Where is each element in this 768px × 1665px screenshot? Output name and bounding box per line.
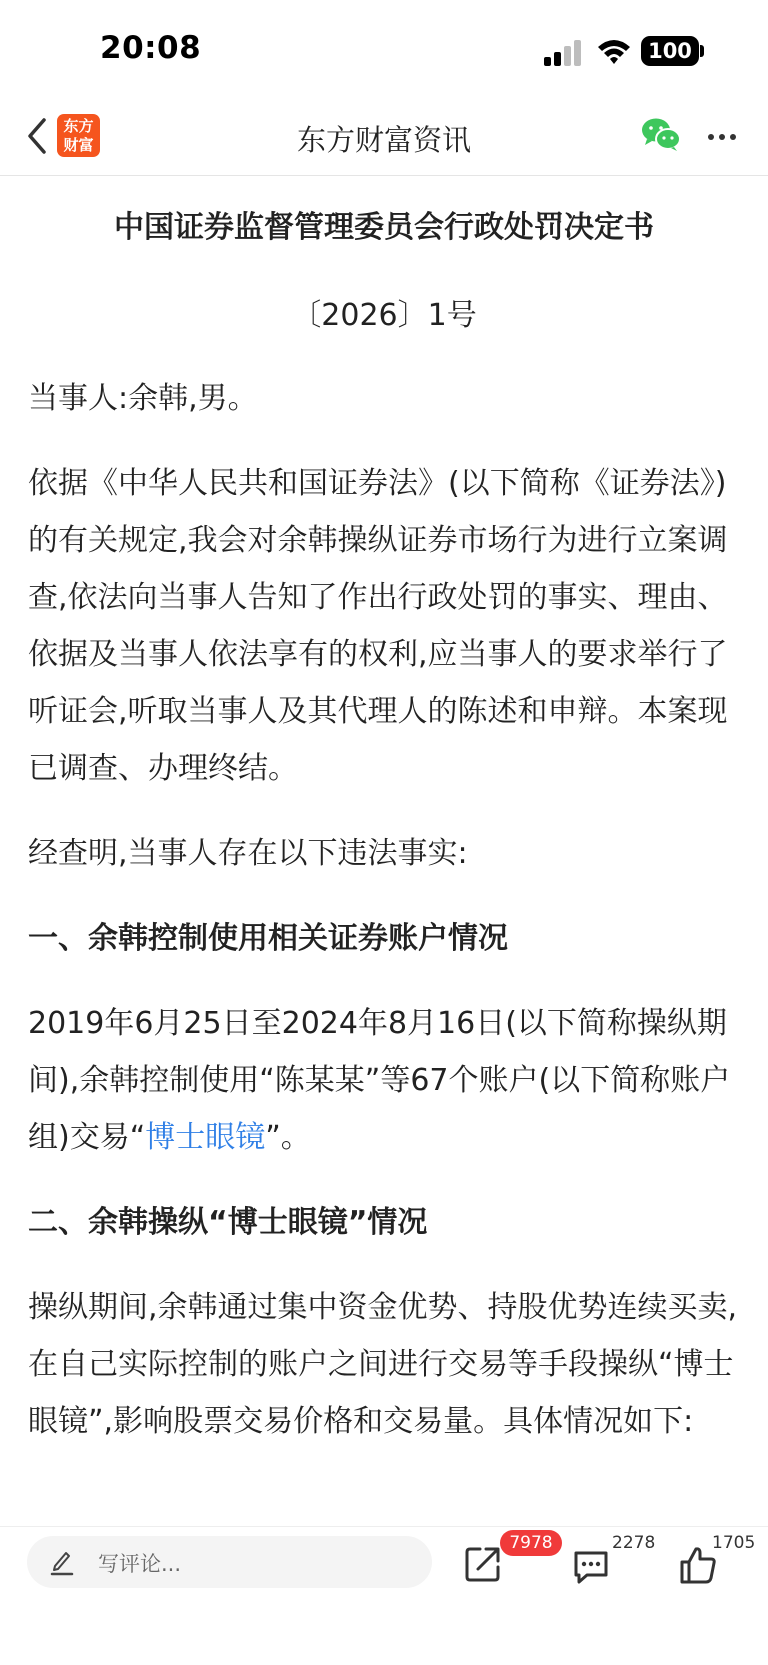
comment-icon[interactable] bbox=[571, 1547, 611, 1587]
article-body bbox=[0, 176, 768, 1526]
article-title: 中国证券监督管理委员会行政处罚决定书 bbox=[114, 210, 654, 245]
section-2-heading: 二、余韩操纵“博士眼镜”情况 bbox=[28, 1205, 428, 1240]
logo-line-1: 东方 bbox=[63, 117, 94, 135]
like-count: 1705 bbox=[712, 1533, 756, 1553]
section-1-text-end: ”。 bbox=[265, 1120, 311, 1155]
comment-input[interactable] bbox=[27, 1536, 432, 1588]
section-1-heading: 一、余韩控制使用相关证券账户情况 bbox=[28, 921, 508, 956]
more-icon[interactable] bbox=[707, 122, 737, 152]
status-time: 20:08 bbox=[100, 30, 202, 66]
status-bar bbox=[0, 0, 768, 100]
pen-icon bbox=[49, 1548, 75, 1576]
nav-bar bbox=[0, 100, 768, 176]
comment-placeholder: 写评论... bbox=[98, 1552, 182, 1576]
section-1-text: 2019年6月25日至2024年8月16日(以下简称操纵期间),余韩控制使用“陈某某”等67个账户(以下简称账户组)交易“ bbox=[28, 1006, 731, 1155]
wifi-icon bbox=[596, 36, 632, 66]
share-count-badge: 7978 bbox=[500, 1530, 562, 1556]
bottom-action-bar bbox=[0, 1526, 768, 1665]
comment-count: 2278 bbox=[612, 1533, 656, 1553]
document-number: 〔2026〕1号 bbox=[291, 298, 477, 333]
page-title: 东方财富资讯 bbox=[296, 123, 471, 157]
battery-icon: 100 bbox=[641, 36, 699, 66]
stock-link[interactable]: 博士眼镜 bbox=[145, 1120, 266, 1155]
intro-paragraph: 依据《中华人民共和国证券法》(以下简称《证券法》)的有关规定,我会对余韩操纵证券市场行为进行立案调查,依法向当事人告知了作出行政处罚的事实、理由、依据及当事人依法享有的权利,应当事人的要求举行了听证会,听取当事人及其代理人的陈述和申辩。本案现已调查、办理终结。 bbox=[28, 466, 728, 786]
section-2-paragraph: 操纵期间,余韩通过集中资金优势、持股优势连续买卖,在自己实际控制的账户之间进行交易等手段操纵“博士眼镜”,影响股票交易价格和交易量。具体情况如下: bbox=[28, 1290, 738, 1439]
party-paragraph: 当事人:余韩,男。 bbox=[28, 381, 258, 416]
battery-tip bbox=[700, 45, 704, 57]
logo-line-2: 财富 bbox=[63, 136, 94, 154]
cellular-signal-icon bbox=[544, 40, 588, 66]
section-1-paragraph bbox=[28, 995, 740, 1166]
facts-lead-paragraph: 经查明,当事人存在以下违法事实: bbox=[28, 836, 468, 871]
wechat-icon[interactable] bbox=[641, 117, 681, 153]
share-icon[interactable] bbox=[464, 1545, 502, 1583]
